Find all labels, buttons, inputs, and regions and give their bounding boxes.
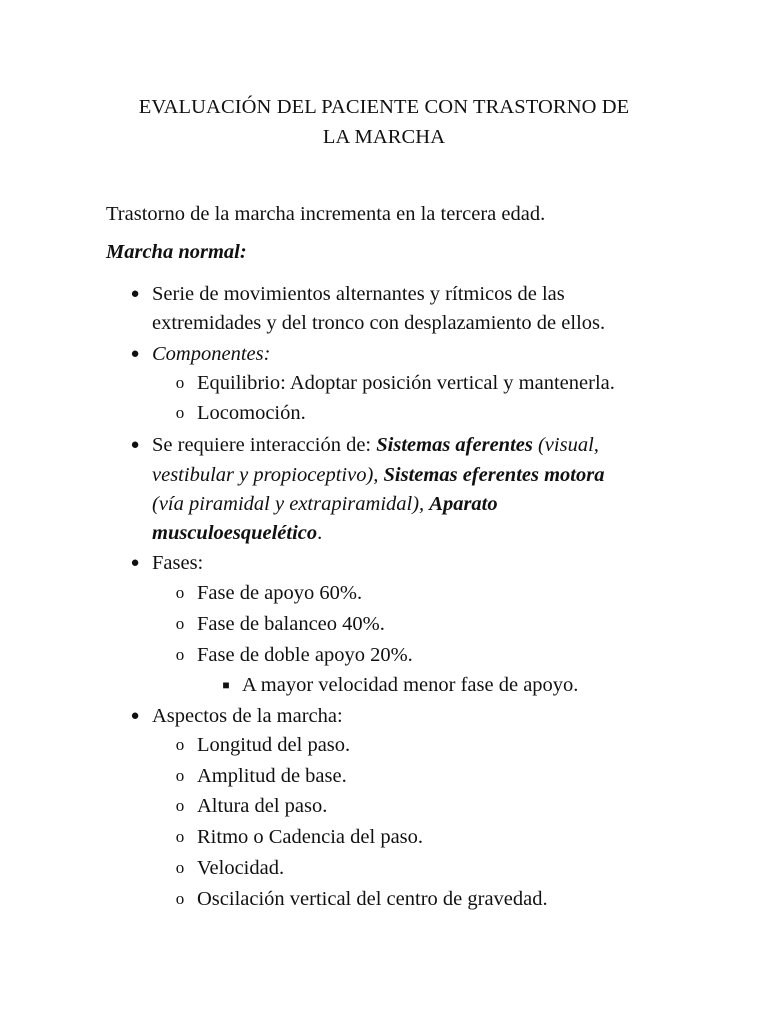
bullet-circle-icon: o <box>175 827 185 846</box>
aferentes-detail: (visual, <box>532 434 599 456</box>
bullet4-label: Fases: <box>152 552 204 574</box>
sistemas-eferentes: Sistemas eferentes motora <box>383 464 605 486</box>
aparato-label: Aparato <box>429 493 498 515</box>
bullet-disc-icon: ● <box>130 286 140 302</box>
title-line-1: EVALUACIÓN DEL PACIENTE CON TRASTORNO DE <box>138 96 630 118</box>
bullet3-line1 <box>152 430 599 460</box>
bullet5-sub-item: Longitud del paso. <box>197 734 351 756</box>
bullet4-sub-item: Fase de apoyo 60%. <box>197 582 363 604</box>
bullet-circle-icon: o <box>175 858 185 877</box>
musculoesqueletico-label: musculoesquelético <box>152 522 318 544</box>
bullet1-line2: extremidades y del tronco con desplazamiento de ellos. <box>152 312 606 334</box>
bullet-circle-icon: o <box>175 583 185 602</box>
bullet-square-icon: ■ <box>222 678 230 692</box>
eferentes-detail: (vía piramidal y extrapiramidal), <box>152 493 430 515</box>
section-heading: Marcha normal: <box>106 241 247 263</box>
bullet3-line4 <box>152 518 322 548</box>
bullet5-sub-item: Velocidad. <box>197 857 285 879</box>
bullet2-label: Componentes: <box>152 343 271 365</box>
title-line-2: LA MARCHA <box>322 126 446 148</box>
bullet2-sub-item: Equilibrio: Adoptar posición vertical y mantenerla. <box>197 372 615 394</box>
bullet-circle-icon: o <box>175 796 185 815</box>
bullet-disc-icon: ● <box>130 437 140 453</box>
bullet-disc-icon: ● <box>130 708 140 724</box>
bullet3-end: . <box>317 522 323 544</box>
bullet2-sub-item: Locomoción. <box>197 402 306 424</box>
bullet-disc-icon: ● <box>130 346 140 362</box>
bullet4-sub-item: Fase de balanceo 40%. <box>197 613 385 635</box>
bullet5-sub-item: Altura del paso. <box>197 795 328 817</box>
bullet4-subsub-item: A mayor velocidad menor fase de apoyo. <box>242 674 579 696</box>
bullet-circle-icon: o <box>175 614 185 633</box>
aferentes-detail-cont: vestibular y propioceptivo), <box>152 464 384 486</box>
bullet3-prefix: Se requiere interacción de: <box>152 434 377 456</box>
sistemas-aferentes: Sistemas aferentes <box>376 434 533 456</box>
bullet3-line2 <box>152 460 604 490</box>
document-title <box>90 92 678 152</box>
bullet-circle-icon: o <box>175 889 185 908</box>
bullet5-sub-item: Oscilación vertical del centro de gravedad. <box>197 888 548 910</box>
bullet3-line3 <box>152 489 498 519</box>
bullet5-label: Aspectos de la marcha: <box>152 705 343 727</box>
bullet-circle-icon: o <box>175 403 185 422</box>
bullet-disc-icon: ● <box>130 555 140 571</box>
bullet-circle-icon: o <box>175 735 185 754</box>
bullet-circle-icon: o <box>175 766 185 785</box>
bullet5-sub-item: Amplitud de base. <box>197 765 347 787</box>
intro-paragraph: Trastorno de la marcha incrementa en la tercera edad. <box>106 203 546 225</box>
bullet-circle-icon: o <box>175 373 185 392</box>
bullet1-line1: Serie de movimientos alternantes y rítmicos de las <box>152 283 565 305</box>
bullet-circle-icon: o <box>175 645 185 664</box>
bullet4-sub-item: Fase de doble apoyo 20%. <box>197 644 413 666</box>
bullet5-sub-item: Ritmo o Cadencia del paso. <box>197 826 424 848</box>
